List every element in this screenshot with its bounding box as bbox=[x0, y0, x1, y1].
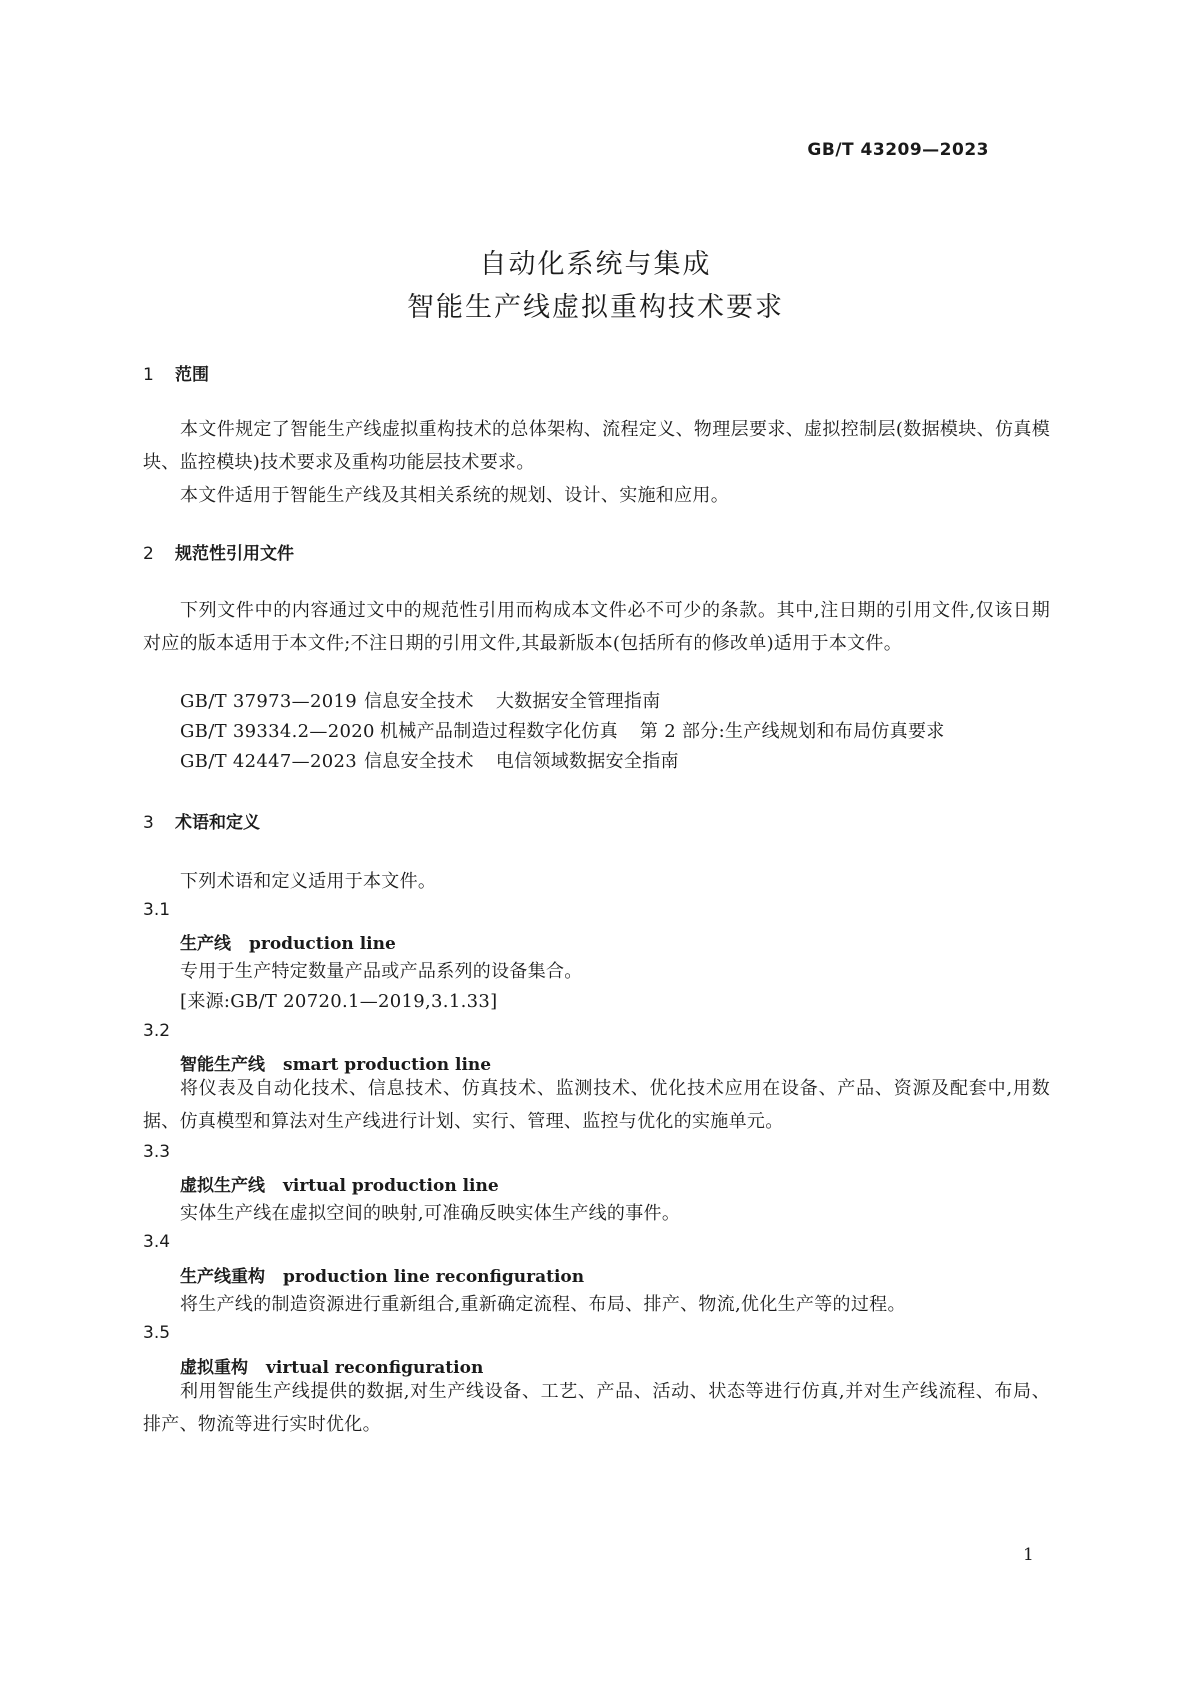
paragraph: 下列术语和定义适用于本文件。 bbox=[180, 871, 437, 892]
document-title-line1: 自动化系统与集成 bbox=[479, 249, 712, 280]
reference-title-part1: 信息安全技术 bbox=[364, 751, 474, 772]
section-heading-scope bbox=[143, 360, 209, 385]
term-number: 3.4 bbox=[143, 1232, 171, 1252]
term-en: virtual production line bbox=[283, 1176, 499, 1196]
reference-title-part2: 第 2 部分:生产线规划和布局仿真要求 bbox=[639, 721, 945, 742]
page-number: 1 bbox=[1023, 1545, 1034, 1565]
term-zh: 生产线重构 bbox=[180, 1267, 265, 1287]
section-number: 3 bbox=[143, 813, 154, 833]
paragraph: 本文件规定了智能生产线虚拟重构技术的总体架构、流程定义、物理层要求、虚拟控制层(数据模块、仿真模块、监控模块)技术要求及重构功能层技术要求。 bbox=[143, 419, 1050, 473]
term-definition: 将生产线的制造资源进行重新组合,重新确定流程、布局、排产、物流,优化生产等的过程。 bbox=[180, 1294, 906, 1315]
term-zh: 虚拟生产线 bbox=[180, 1176, 265, 1196]
term-entry bbox=[180, 1262, 584, 1287]
term-en: smart production line bbox=[283, 1055, 492, 1075]
reference-title-part2: 大数据安全管理指南 bbox=[495, 691, 661, 712]
term-en: production line bbox=[249, 934, 396, 954]
term-zh: 虚拟重构 bbox=[180, 1358, 248, 1378]
section-title: 术语和定义 bbox=[175, 813, 260, 833]
term-number: 3.5 bbox=[143, 1323, 171, 1343]
term-number: 3.3 bbox=[143, 1142, 171, 1162]
section-heading-normative-references bbox=[143, 539, 294, 564]
section-heading-terms-definitions bbox=[143, 808, 260, 833]
term-definition: 专用于生产特定数量产品或产品系列的设备集合。 bbox=[180, 961, 583, 982]
term-zh: 智能生产线 bbox=[180, 1055, 265, 1075]
reference-item bbox=[180, 717, 945, 743]
section-title: 范围 bbox=[175, 365, 209, 385]
paragraph: 本文件适用于智能生产线及其相关系统的规划、设计、实施和应用。 bbox=[180, 485, 729, 506]
reference-title-part2: 电信领域数据安全指南 bbox=[495, 751, 679, 772]
term-definition: 利用智能生产线提供的数据,对生产线设备、工艺、产品、活动、状态等进行仿真,并对生产线流程、布局、排产、物流等进行实时优化。 bbox=[143, 1381, 1050, 1435]
standard-number: GB/T 43209—2023 bbox=[807, 140, 989, 160]
term-en: production line reconfiguration bbox=[283, 1267, 585, 1287]
section-number: 1 bbox=[143, 365, 154, 385]
term-source: [来源:GB/T 20720.1—2019,3.1.33] bbox=[180, 991, 498, 1012]
term-en: virtual reconfiguration bbox=[266, 1358, 484, 1378]
reference-code: GB/T 39334.2—2020 bbox=[180, 721, 375, 742]
section-title: 规范性引用文件 bbox=[175, 544, 294, 564]
reference-item bbox=[180, 747, 679, 773]
term-entry bbox=[180, 929, 396, 954]
term-zh: 生产线 bbox=[180, 934, 231, 954]
term-number: 3.2 bbox=[143, 1021, 171, 1041]
section-number: 2 bbox=[143, 544, 154, 564]
reference-title-part1: 信息安全技术 bbox=[364, 691, 474, 712]
paragraph: 下列文件中的内容通过文中的规范性引用而构成本文件必不可少的条款。其中,注日期的引用文件,仅该日期对应的版本适用于本文件;不注日期的引用文件,其最新版本(包括所有的修改单)适用于本文件。 bbox=[143, 600, 1050, 654]
reference-title-part1: 机械产品制造过程数字化仿真 bbox=[380, 721, 618, 742]
term-definition: 将仪表及自动化技术、信息技术、仿真技术、监测技术、优化技术应用在设备、产品、资源及配套中,用数据、仿真模型和算法对生产线进行计划、实行、管理、监控与优化的实施单元。 bbox=[143, 1078, 1050, 1132]
reference-item bbox=[180, 687, 661, 713]
term-definition: 实体生产线在虚拟空间的映射,可准确反映实体生产线的事件。 bbox=[180, 1203, 681, 1224]
reference-code: GB/T 42447—2023 bbox=[180, 751, 357, 772]
term-number: 3.1 bbox=[143, 900, 171, 920]
reference-code: GB/T 37973—2019 bbox=[180, 691, 357, 712]
document-title-line2: 智能生产线虚拟重构技术要求 bbox=[407, 292, 784, 323]
term-entry bbox=[180, 1171, 499, 1196]
